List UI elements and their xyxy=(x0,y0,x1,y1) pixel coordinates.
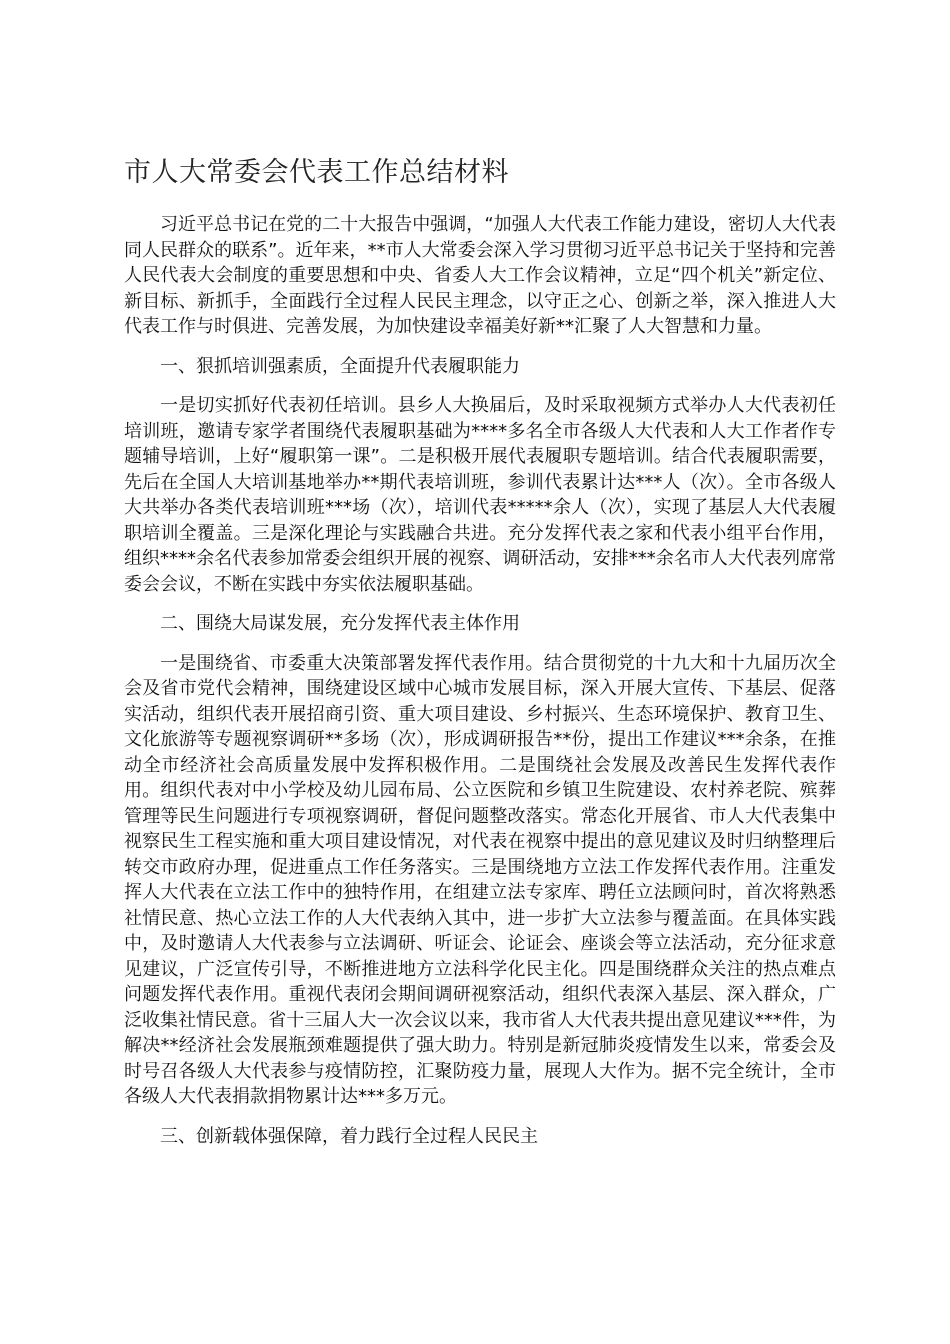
document-title: 市人大常委会代表工作总结材料 xyxy=(124,157,509,188)
section-1-paragraph: 一是切实抓好代表初任培训。县乡人大换届后，及时采取视频方式举办人大代表初任培训班，邀请专家学者围绕代表履职基础为****多名全市各级人大代表和人大工作者作专题辅导培训，上好“履职第一课”。二是积极开展代表履职专题培训。结合代表履职需要，先后在全国人大培训基地举办**期代表培训班，参训代表累计达***人（次）。全市各级人大共举办各类代表培训班***场（次），培训代表*****余人（次），实现了基层人大代表履职培训全覆盖。三是深化理论与实践融合共进。充分发挥代表之家和代表小组平台作用，组织****余名代表参加常委会组织开展的视察、调研活动，安排***余名市人大代表列席常委会会议，不断在实践中夯实依法履职基础。 xyxy=(124,395,836,595)
section-2-paragraph: 一是围绕省、市委重大决策部署发挥代表作用。结合贯彻党的十九大和十九届历次全会及省市党代会精神，围绕建设区域中心城市发展目标，深入开展大宣传、下基层、促落实活动，组织代表开展招商引资、重大项目建设、乡村振兴、生态环境保护、教育卫生、文化旅游等专题视察调研**多场（次），形成调研报告**份，提出工作建议***余条，在推动全市经济社会高质量发展中发挥积极作用。二是围绕社会发展及改善民生发挥代表作用。组织代表对中小学校及幼儿园布局、公立医院和乡镇卫生院建设、农村养老院、殡葬管理等民生问题进行专项视察调研，督促问题整改落实。常态化开展省、市人大代表集中视察民生工程实施和重大项目建设情况，对代表在视察中提出的意见建议及时归纳整理后转交市政府办理，促进重点工作任务落实。三是围绕地方立法工作发挥代表作用。注重发挥人大代表在立法工作中的独特作用，在组建立法专家库、聘任立法顾问时，首次将熟悉社情民意、热心立法工作的人大代表纳入其中，进一步扩大立法参与覆盖面。在具体实践中，及时邀请人大代表参与立法调研、听证会、论证会、座谈会等立法活动，充分征求意见建议，广泛宣传引导，不断推进地方立法科学化民主化。四是围绕群众关注的热点难点问题发挥代表作用。重视代表闭会期间调研视察活动，组织代表深入基层、深入群众，广泛收集社情民意。省十三届人大一次会议以来，我市省人大代表共提出意见建议***件，为解决**经济社会发展瓶颈难题提供了强大助力。特别是新冠肺炎疫情发生以来，常委会及时号召各级人大代表参与疫情防控，汇聚防疫力量，展现人大作为。据不完全统计，全市各级人大代表捐款捐物累计达***多万元。 xyxy=(124,652,836,1107)
section-heading-2: 二、围绕大局谋发展，充分发挥代表主体作用 xyxy=(160,613,520,634)
document-body xyxy=(124,212,836,1163)
section-heading-3: 三、创新载体强保障，着力践行全过程人民民主 xyxy=(160,1125,538,1147)
section-heading-1: 一、狠抓培训强素质，全面提升代表履职能力 xyxy=(160,355,520,377)
intro-paragraph: 习近平总书记在党的二十大报告中强调，“加强人大代表工作能力建设，密切人大代表同人民群众的联系”。近年来，**市人大常委会深入学习贯彻习近平总书记关于坚持和完善人民代表大会制度的重要思想和中央、省委人大工作会议精神，立足“四个机关”新定位、新目标、新抓手，全面践行全过程人民民主理念，以守正之心、创新之举，深入推进人大代表工作与时俱进、完善发展，为加快建设幸福美好新**汇聚了人大智慧和力量。 xyxy=(124,214,836,337)
